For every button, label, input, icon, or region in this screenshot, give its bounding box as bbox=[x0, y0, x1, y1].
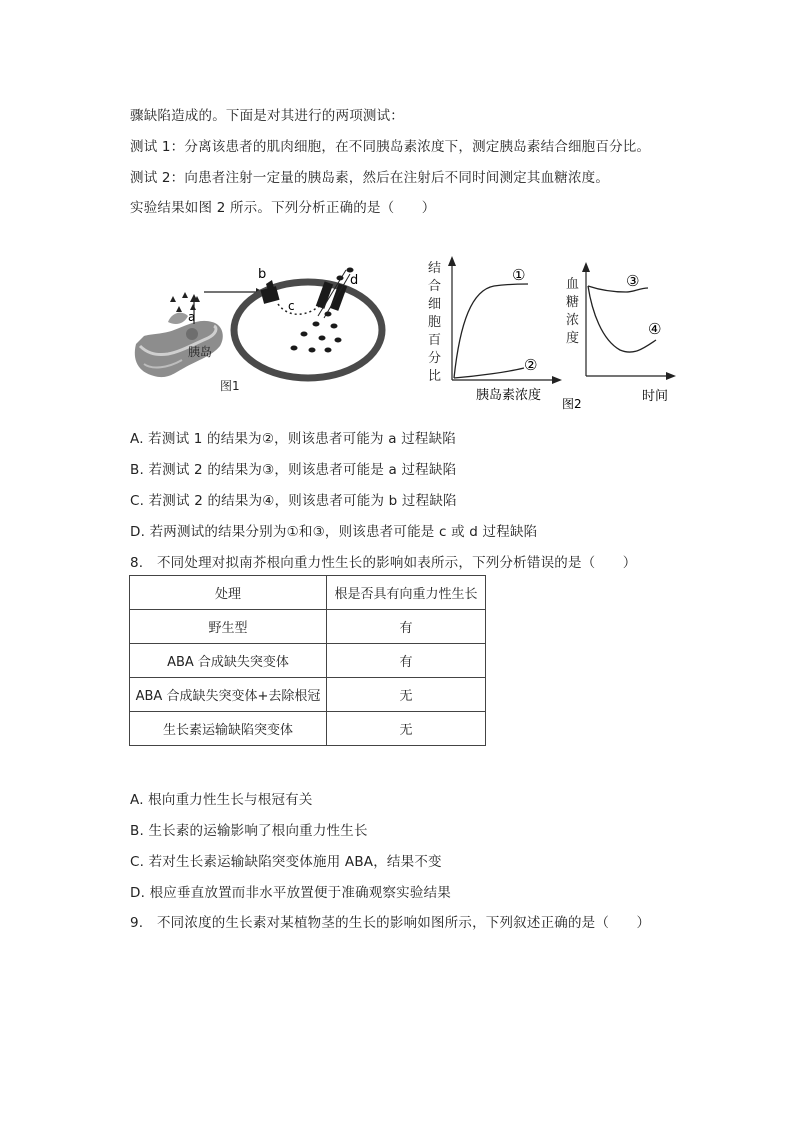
question-8-stem: 8. 不同处理对拟南芥根向重力性生长的影响如表所示，下列分析错误的是（ ） bbox=[130, 555, 637, 571]
figure2-caption: 图2 bbox=[562, 397, 582, 411]
table-header: 根是否具有向重力性生长 bbox=[327, 576, 486, 610]
svg-text:胞: 胞 bbox=[428, 315, 442, 330]
svg-text:浓: 浓 bbox=[566, 313, 580, 328]
q7-option-d: D. 若两测试的结果分别为①和③，则该患者可能是 c 或 d 过程缺陷 bbox=[130, 524, 538, 540]
table-cell: 无 bbox=[327, 712, 486, 746]
question-7-stem: 实验结果如图 2 所示。下列分析正确的是（ ） bbox=[130, 200, 436, 216]
table-header: 处理 bbox=[130, 576, 327, 610]
q7-option-a: A. 若测试 1 的结果为②，则该患者可能为 a 过程缺陷 bbox=[130, 431, 457, 447]
q8-option-d: D. 根应垂直放置而非水平放置便于准确观察实验结果 bbox=[130, 885, 451, 901]
curve2-label: ② bbox=[524, 356, 538, 374]
left-ylabel bbox=[428, 260, 441, 384]
svg-text:百: 百 bbox=[428, 333, 442, 348]
table-cell: 有 bbox=[327, 644, 486, 678]
table-row bbox=[130, 644, 486, 678]
cell-membrane bbox=[234, 282, 382, 378]
svg-text:比: 比 bbox=[428, 369, 442, 384]
table-row bbox=[130, 712, 486, 746]
svg-text:分: 分 bbox=[428, 351, 442, 366]
q7-option-c: C. 若测试 2 的结果为④，则该患者可能为 b 过程缺陷 bbox=[130, 493, 457, 509]
q8-option-a: A. 根向重力性生长与根冠有关 bbox=[130, 792, 313, 808]
svg-text:合: 合 bbox=[428, 279, 442, 294]
table-header-row bbox=[130, 576, 486, 610]
svg-text:血: 血 bbox=[566, 277, 580, 292]
label-b: b bbox=[258, 267, 267, 282]
right-ylabel bbox=[566, 277, 579, 346]
table-cell: 生长素运输缺陷突变体 bbox=[130, 712, 327, 746]
organ-label: 胰岛 bbox=[188, 345, 213, 359]
table-cell: 无 bbox=[327, 678, 486, 712]
label-d: d bbox=[350, 273, 359, 288]
table-row bbox=[130, 678, 486, 712]
graph-binding-percent bbox=[448, 256, 562, 384]
test2-text: 测试 2：向患者注射一定量的胰岛素，然后在注射后不同时间测定其血糖浓度。 bbox=[130, 170, 610, 186]
intro-line: 骤缺陷造成的。下面是对其进行的两项测试： bbox=[130, 108, 404, 124]
table-cell: 野生型 bbox=[130, 610, 327, 644]
figure-svg bbox=[128, 252, 688, 412]
svg-text:结: 结 bbox=[428, 261, 442, 276]
q8-option-b: B. 生长素的运输影响了根向重力性生长 bbox=[130, 823, 368, 839]
table-row bbox=[130, 610, 486, 644]
question-9-stem: 9. 不同浓度的生长素对某植物茎的生长的影响如图所示，下列叙述正确的是（ ） bbox=[130, 915, 651, 931]
left-xlabel: 胰岛素浓度 bbox=[476, 388, 542, 403]
curve-1 bbox=[454, 284, 528, 378]
test1-text: 测试 1：分离该患者的肌肉细胞，在不同胰岛素浓度下，测定胰岛素结合细胞百分比。 bbox=[130, 139, 651, 155]
curve1-label: ① bbox=[512, 266, 526, 284]
label-c: c bbox=[288, 299, 295, 313]
label-a: a bbox=[188, 310, 196, 324]
curve3-label: ③ bbox=[626, 272, 640, 290]
table-cell: 有 bbox=[327, 610, 486, 644]
curve-4 bbox=[588, 286, 656, 352]
svg-text:细: 细 bbox=[428, 297, 442, 312]
svg-text:糖: 糖 bbox=[566, 295, 580, 310]
table-cell: ABA 合成缺失突变体 bbox=[130, 644, 327, 678]
right-xlabel: 时间 bbox=[642, 389, 669, 404]
svg-text:度: 度 bbox=[566, 331, 580, 346]
q8-option-c: C. 若对生长素运输缺陷突变体施用 ABA，结果不变 bbox=[130, 854, 442, 870]
figure1-caption: 图1 bbox=[220, 379, 240, 393]
treatment-table bbox=[129, 575, 486, 746]
figure-area bbox=[128, 252, 688, 412]
table-cell: ABA 合成缺失突变体+去除根冠 bbox=[130, 678, 327, 712]
q7-option-b: B. 若测试 2 的结果为③，则该患者可能是 a 过程缺陷 bbox=[130, 462, 457, 478]
curve4-label: ④ bbox=[648, 320, 662, 338]
curve-2 bbox=[454, 368, 524, 378]
